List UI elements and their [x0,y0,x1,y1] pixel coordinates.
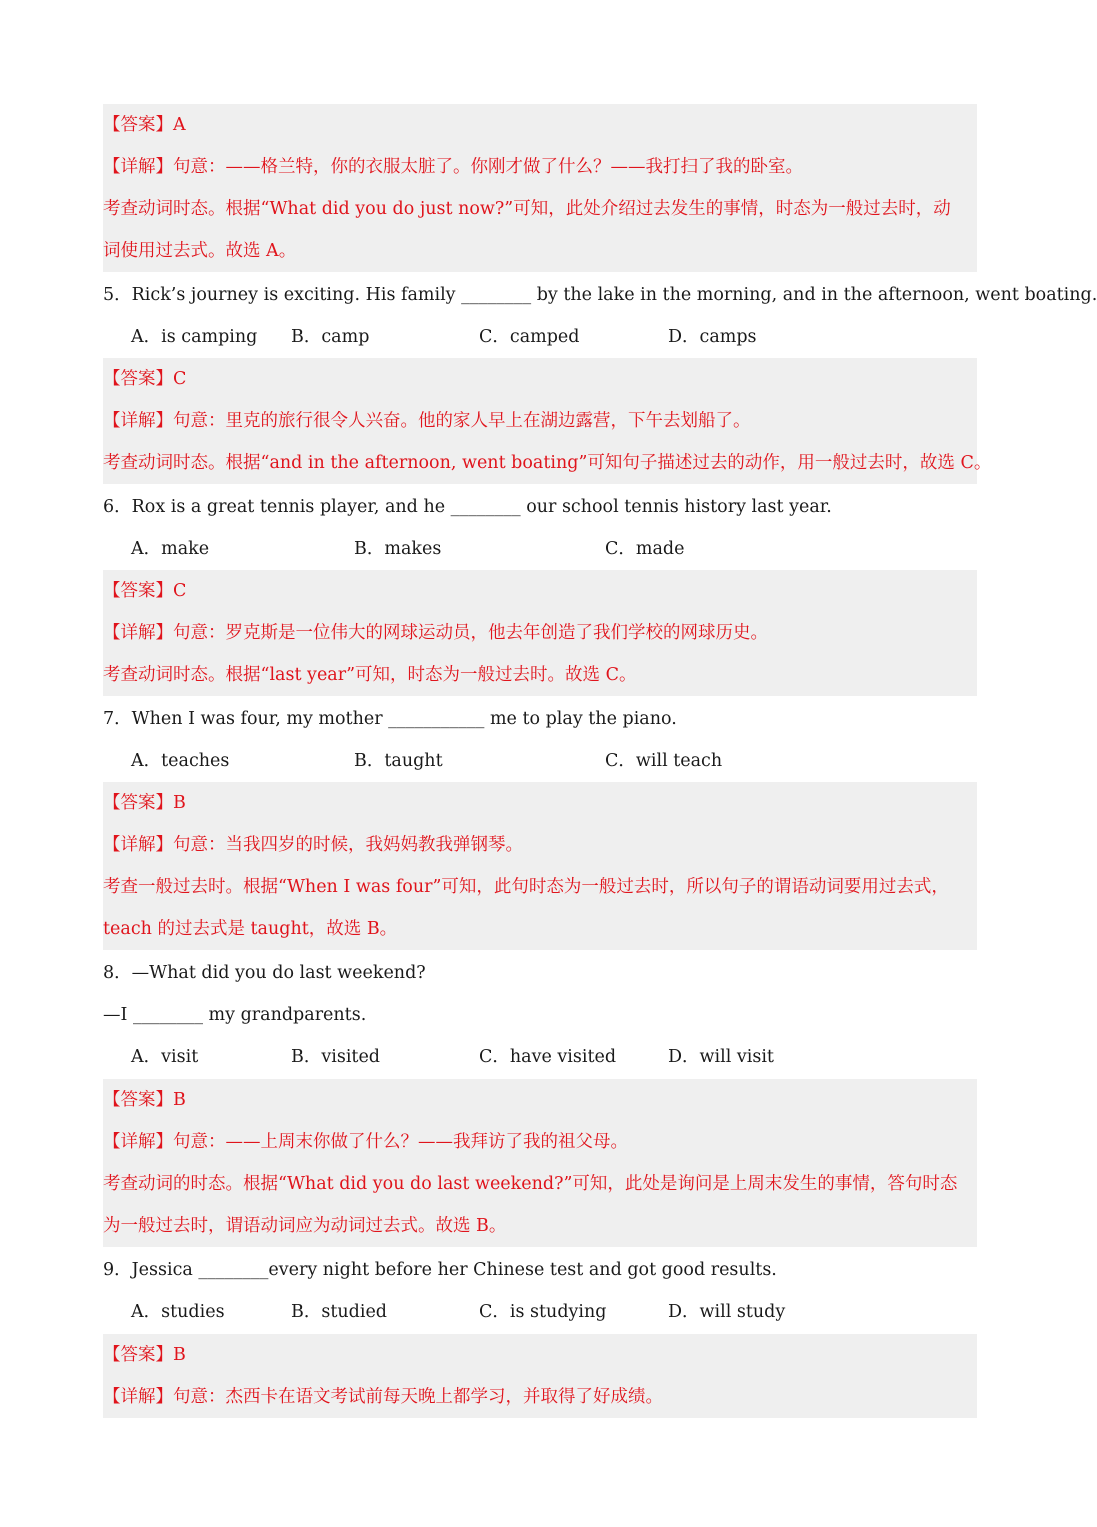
q9-detail: 【详解】句意：杰西卡在语文考试前每天晚上都学习，并取得了好成绩。 [103,1376,977,1418]
q5-option-b: B．camp [291,327,370,347]
q8-explanation-line-1: 考查动词的时态。根据“What did you do last weekend?”可知，此处是询问是上周末发生的事情，答句时态 [103,1163,977,1205]
q7-stem: 7．When I was four, my mother ___________ me to play the piano. [103,709,677,729]
q8-answer: 【答案】B [103,1079,977,1121]
q5-detail: 【详解】句意：里克的旅行很令人兴奋。他的家人早上在湖边露营，下午去划船了。 [103,400,977,442]
q5-options [103,316,977,358]
q9-stem: 9．Jessica ________every night before her Chinese test and got good results. [103,1260,777,1280]
q9-option-b: B．studied [291,1302,388,1322]
q6-option-c: C．made [605,539,685,559]
q9-option-a: A．studies [131,1302,225,1322]
q5-answer: 【答案】C [103,358,977,400]
q6-options [103,528,977,570]
q7-option-a: A．teaches [131,751,230,771]
q5-stem: 5．Rick’s journey is exciting. His family ________ by the lake in the morning, and in the afternoon, went boating. [103,285,1097,305]
q8-option-b: B．visited [291,1047,381,1067]
q8-detail: 【详解】句意：——上周末你做了什么？——我拜访了我的祖父母。 [103,1121,977,1163]
q9-options [103,1291,977,1333]
q9-option-d: D．will study [668,1302,786,1322]
q9-answer: 【答案】B [103,1334,977,1376]
q8-stem-line-1: 8．—What did you do last weekend? [103,963,426,983]
q6-option-a: A．make [131,539,210,559]
q7-options [103,740,977,782]
q8-options [103,1036,977,1078]
q5-option-c: C．camped [479,327,580,347]
q5-option-a: A．is camping [131,327,258,347]
q8-explanation-line-2: 为一般过去时，谓语动词应为动词过去式。故选 B。 [103,1205,977,1247]
q8-option-a: A．visit [131,1047,199,1067]
q5-option-d: D．camps [668,327,757,347]
q9-option-c: C．is studying [479,1302,607,1322]
q6-detail: 【详解】句意：罗克斯是一位伟大的网球运动员，他去年创造了我们学校的网球历史。 [103,612,977,654]
q7-detail: 【详解】句意：当我四岁的时候，我妈妈教我弹钢琴。 [103,824,977,866]
q7-explanation-line-1: 考查一般过去时。根据“When I was four”可知，此句时态为一般过去时，所以句子的谓语动词要用过去式， [103,866,977,908]
q6-explanation: 考查动词时态。根据“last year”可知，时态为一般过去时。故选 C。 [103,654,977,696]
q6-stem: 6．Rox is a great tennis player, and he ________ our school tennis history last year. [103,497,832,517]
q7-option-b: B．taught [354,751,443,771]
q5-explanation: 考查动词时态。根据“and in the afternoon, went boating”可知句子描述过去的动作，用一般过去时，故选 C。 [103,442,977,484]
q7-explanation-line-2: teach 的过去式是 taught，故选 B。 [103,908,977,950]
prev-detail: 【详解】句意：——格兰特，你的衣服太脏了。你刚才做了什么？——我打扫了我的卧室。 [103,146,977,188]
q8-option-d: D．will visit [668,1047,774,1067]
q8-option-c: C．have visited [479,1047,617,1067]
q8-stem-line-2: —I ________ my grandparents. [103,1005,367,1025]
q6-answer: 【答案】C [103,570,977,612]
prev-answer: 【答案】A [103,104,977,146]
prev-explanation-line-1: 考查动词时态。根据“What did you do just now?”可知，此处介绍过去发生的事情，时态为一般过去时，动 [103,188,977,230]
q6-option-b: B．makes [354,539,442,559]
q7-option-c: C．will teach [605,751,723,771]
q7-answer: 【答案】B [103,782,977,824]
prev-explanation-line-2: 词使用过去式。故选 A。 [103,230,977,272]
